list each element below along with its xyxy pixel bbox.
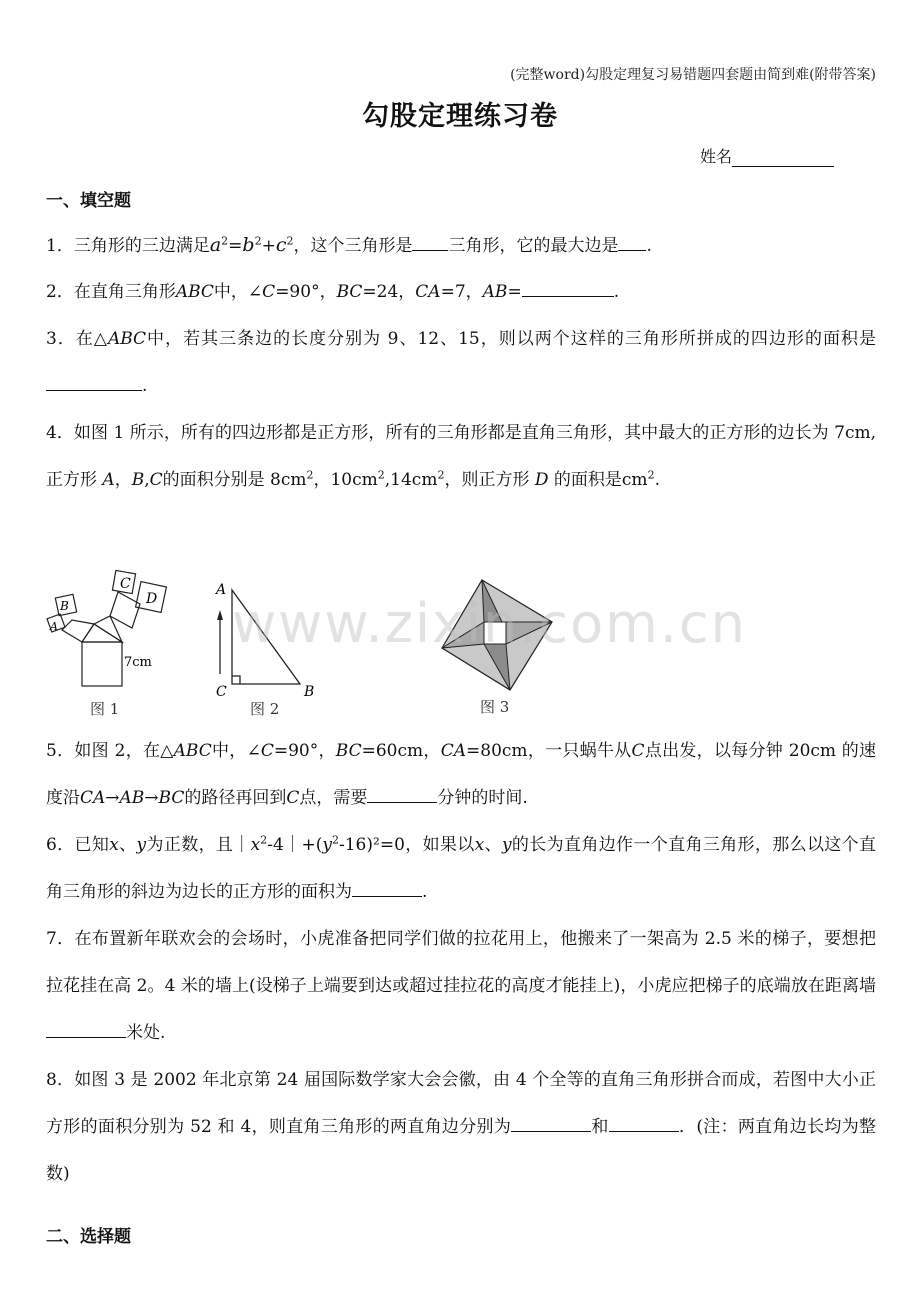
question-8: 8．如图 3 是 2002 年北京第 24 届国际数学家大会会徽，由 4 个全等的直角三角形拼合而成，若图中大小正方形的面积分别为 52 和 4，则直角三角形的两直角边分别为 和 ．(注：两直角边长均为整数) (46, 1070, 876, 1184)
fig1-label-c: C (120, 576, 131, 592)
fig1-caption: 图 1 (90, 700, 120, 718)
watermark: www.zixin.com.cn (232, 592, 747, 655)
name-blank (732, 150, 834, 167)
question-5: 5．如图 2，在△ABC中，∠C=90°，BC=60cm，CA=80cm，一只蜗牛从C点出发，以每分钟 20cm 的速度沿CA→AB→BC的路径再回到C点，需要 分钟的时间. (46, 741, 876, 808)
answer-blank (352, 879, 422, 897)
fig3-caption: 图 3 (480, 698, 510, 716)
answer-blank (367, 785, 437, 803)
fig2-label-c: C (216, 684, 227, 700)
answer-blank (46, 373, 142, 391)
figure-1 (44, 566, 184, 722)
fig2-label-b: B (304, 684, 315, 700)
name-field (700, 144, 834, 167)
fig2-caption: 图 2 (250, 700, 280, 718)
answer-blank (46, 1020, 126, 1038)
question-1: 1．三角形的三边满足$a^2=b^2+c^2$，这个三角形是 三角形，它的最大边是 . (46, 234, 652, 256)
name-label: 姓名 (700, 147, 733, 166)
fig1-label-d: D (146, 591, 158, 607)
answer-blank (511, 1114, 591, 1132)
answer-blank (609, 1114, 679, 1132)
fig2-label-a: A (216, 582, 227, 598)
question-4: 4．如图 1 所示，所有的四边形都是正方形，所有的三角形都是直角三角形，其中最大的正方形的边长为 7cm, 正方形 A，B,C的面积分别是 $8cm^2$，$10cm^2,14cm^2$，则正方形 D 的面积是$cm^2$. (46, 423, 876, 490)
section-fill-blank: 一、填空题 (46, 191, 131, 211)
fig1-side-label: 7cm (124, 655, 152, 670)
header-note: (完整word)勾股定理复习易错题四套题由简到难(附带答案) (510, 67, 876, 83)
question-7: 7．在布置新年联欢会的会场时，小虎准备把同学们做的拉花用上，他搬来了一架高为 2.5 米的梯子，要想把拉花挂在高 2。4 米的墙上(设梯子上端要到达或超过挂拉花的高度才能挂上)，小虎应把梯子的底端放在距离墙米处. (46, 929, 876, 1043)
fig1-label-b: B (60, 599, 69, 613)
question-2: 2．在直角三角形ABC中，∠C=90°，BC=24，CA=7，AB= . (46, 269, 876, 316)
answer-blank (522, 279, 614, 297)
answer-blank (412, 233, 448, 251)
answer-blank (618, 233, 646, 251)
fig1-label-a: A (50, 620, 58, 633)
page-title: 勾股定理练习卷 (362, 101, 558, 132)
question-6: 6．已知x、y为正数，且$|x^2-4|+(y^2-16)^2=0$，如果以x、y的长为直角边作一个直角三角形，那么以这个直角三角形的斜边为边长的正方形的面积为 . (46, 833, 877, 902)
section-multiple-choice: 二、选择题 (46, 1227, 131, 1247)
question-3: 3．在△ABC中，若其三条边的长度分别为 9、12、15，则以两个这样的三角形所拼成的四边形的面积是. (46, 329, 876, 396)
